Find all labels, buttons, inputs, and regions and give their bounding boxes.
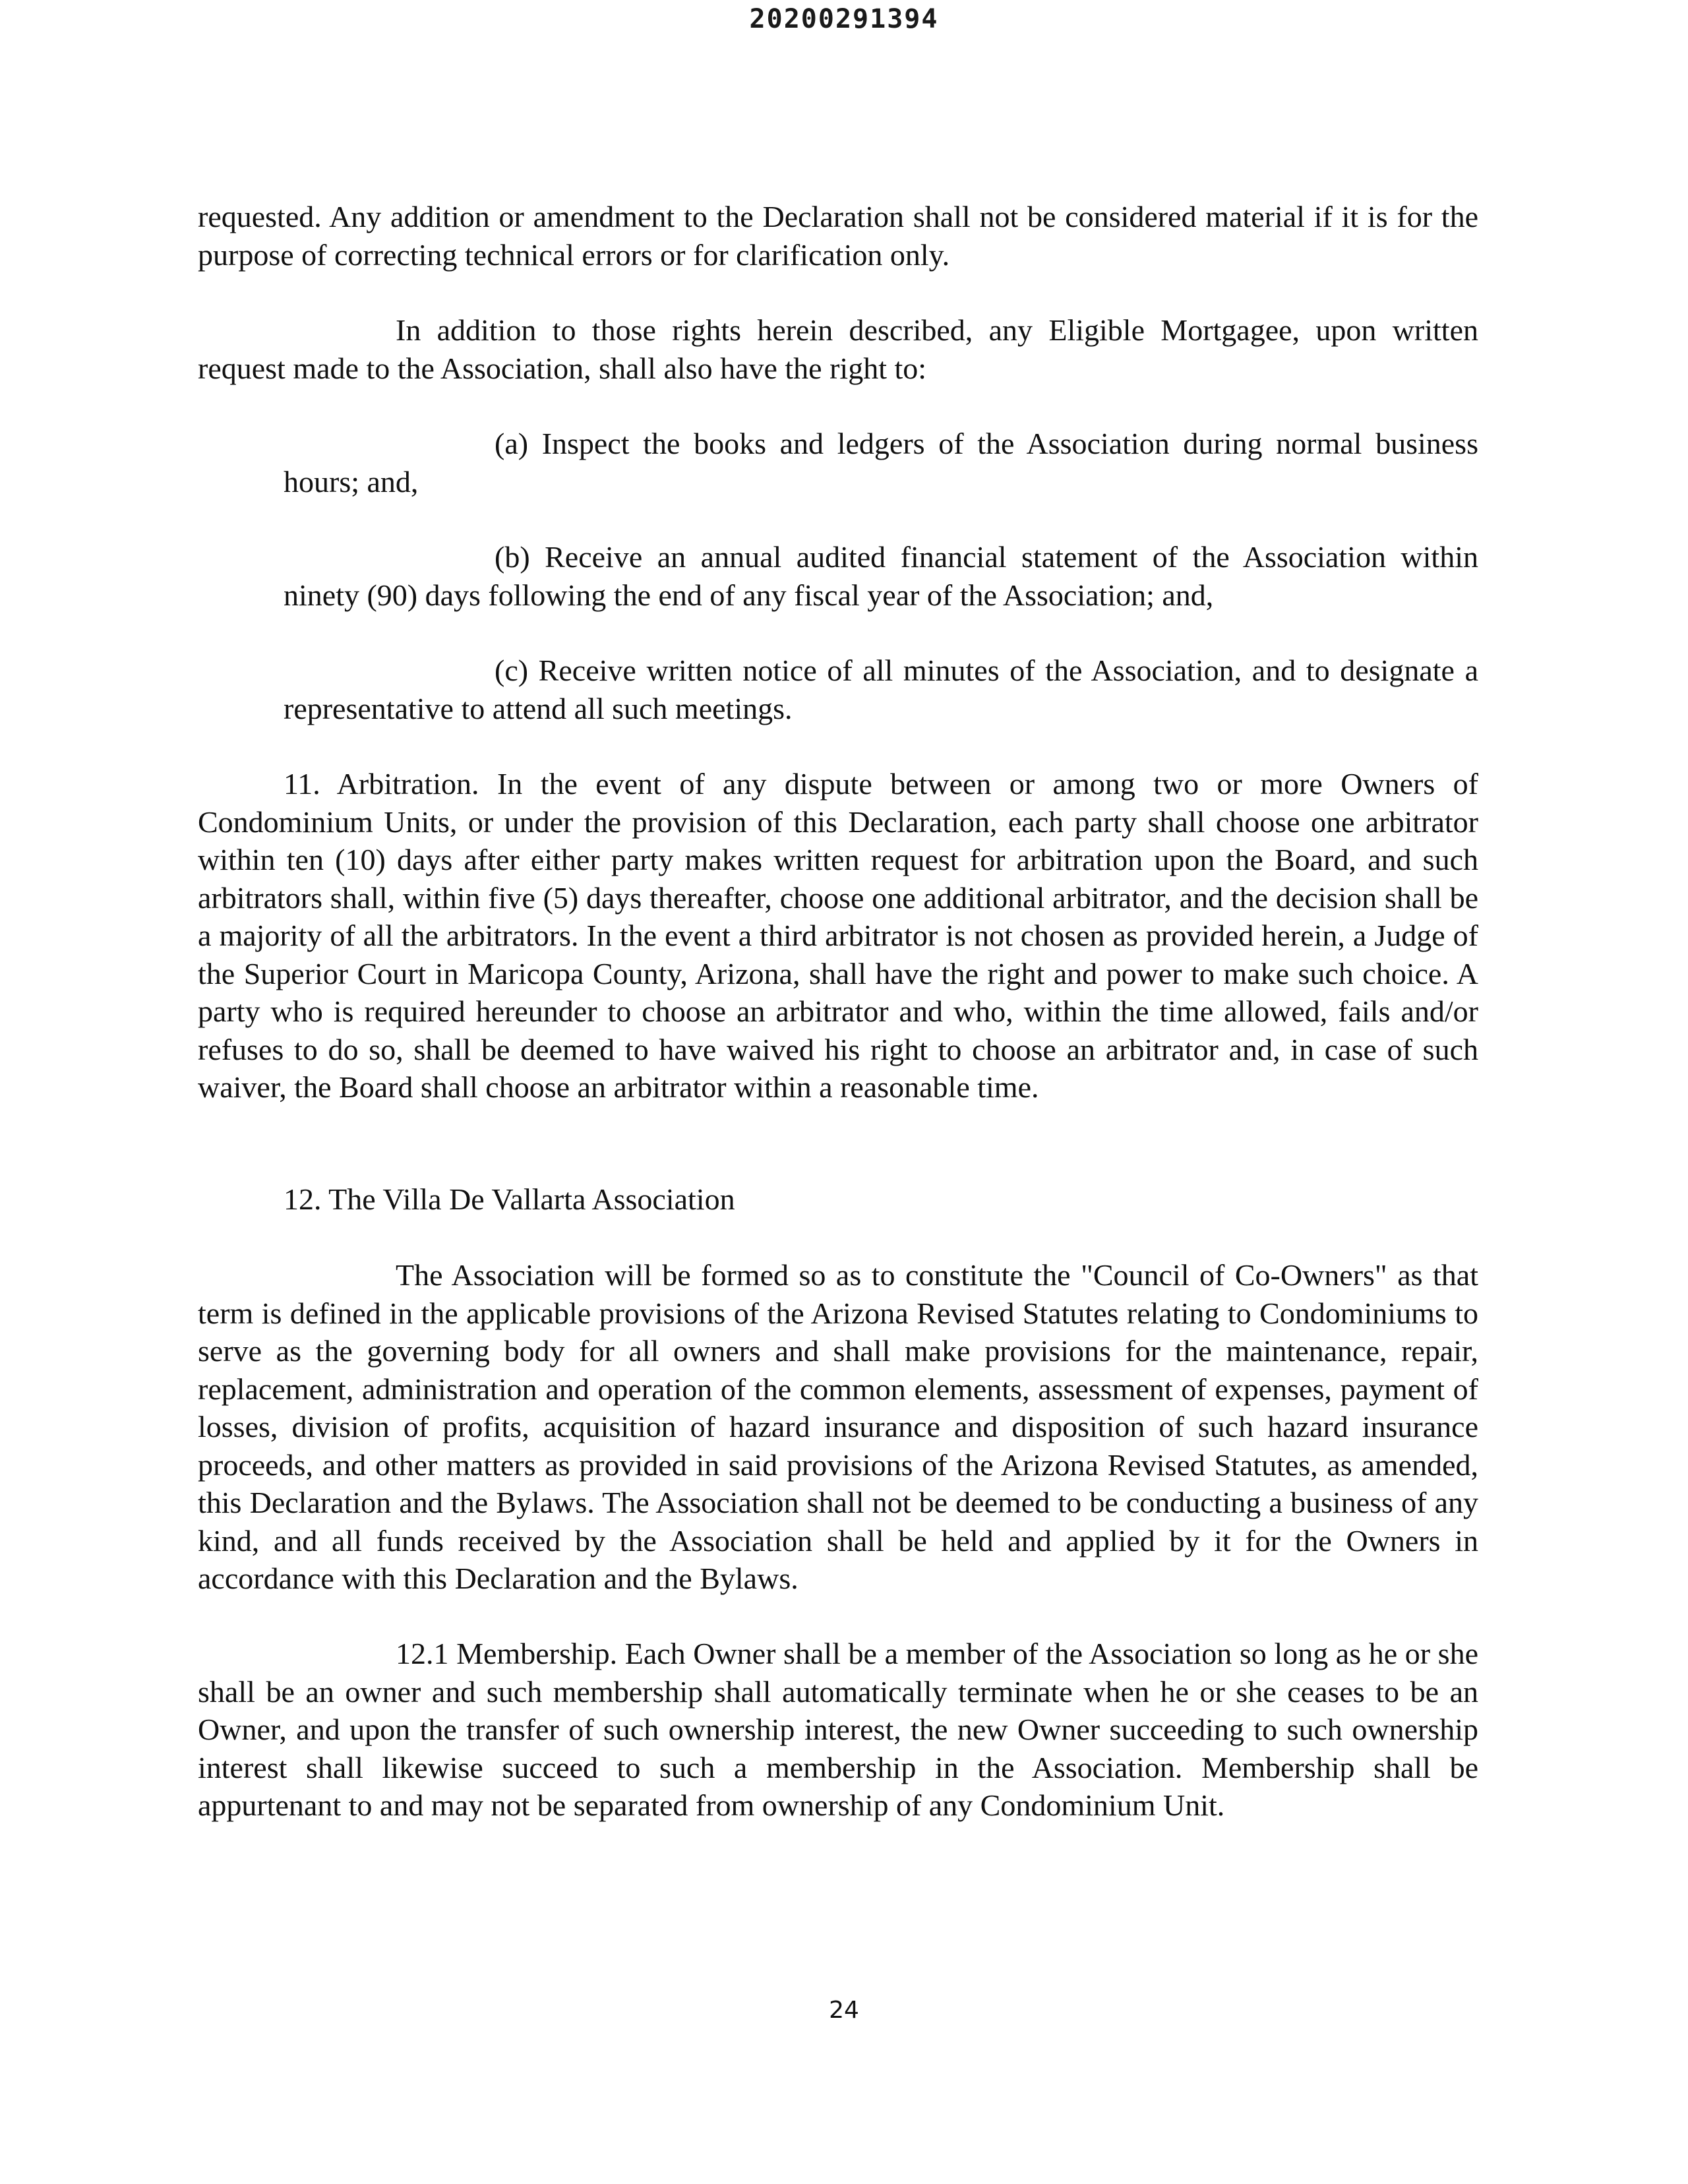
list-item-a: (a) Inspect the books and ledgers of the Association during normal business hours; and,	[284, 427, 1478, 499]
paragraph-mortgagee-rights: In addition to those rights herein described, any Eligible Mortgagee, upon written request made to the Association, shall also have the right to:	[198, 313, 1478, 385]
document-number: 20200291394	[749, 4, 939, 34]
section-12-heading: 12. The Villa De Vallarta Association	[284, 1182, 735, 1216]
section-12-body: The Association will be formed so as to constitute the "Council of Co-Owners" as that term is defined in the applicable provisions of the Arizona Revised Statutes relating to Condominiums to serve as the governing body for all owners and shall make provisions for the maintenance, repair, replacement, administration and operation of the common elements, assessment of expenses, payment of losses, division of profits, acquisition of hazard insurance and disposition of such hazard insurance proceeds, and other matters as provided in said provisions of the Arizona Revised Statutes, as amended, this Declaration and the Bylaws. The Association shall not be deemed to be conducting a business of any kind, and all funds received by the Association shall be held and applied by it for the Owners in accordance with this Declaration and the Bylaws.	[198, 1258, 1478, 1595]
section-11-arbitration: 11. Arbitration. In the event of any dispute between or among two or more Owners of Condominium Units, or under the provision of this Declaration, each party shall choose one arbitrator within ten (10) days after either party makes written request for arbitration upon the Board, and such arbitrators shall, within five (5) days thereafter, choose one additional arbitrator, and the decision shall be a majority of all the arbitrators. In the event a third arbitrator is not chosen as provided herein, a Judge of the Superior Court in Maricopa County, Arizona, shall have the right and power to make such choice. A party who is required hereunder to choose an arbitrator and who, within the time allowed, fails and/or refuses to do so, shall be deemed to have waived his right to choose an arbitrator and, in case of such waiver, the Board shall choose an arbitrator within a reasonable time.	[198, 767, 1478, 1104]
page-number: 24	[829, 1997, 859, 2024]
list-item-c: (c) Receive written notice of all minutes of the Association, and to designate a representative to attend all such meetings.	[284, 653, 1478, 725]
section-12-1-membership: 12.1 Membership. Each Owner shall be a member of the Association so long as he or she shall be an owner and such membership shall automatically terminate when he or she ceases to be an Owner, and upon the transfer of such ownership interest, the new Owner succeeding to such ownership interest shall likewise succeed to such a membership in the Association. Membership shall be appurtenant to and may not be separated from ownership of any Condominium Unit.	[198, 1637, 1478, 1822]
paragraph-continuation: requested. Any addition or amendment to the Declaration shall not be considered material if it is for the purpose of correcting technical errors or for clarification only.	[198, 200, 1478, 272]
list-item-b: (b) Receive an annual audited financial statement of the Association within ninety (90) days following the end of any fiscal year of the Association; and,	[284, 540, 1478, 612]
